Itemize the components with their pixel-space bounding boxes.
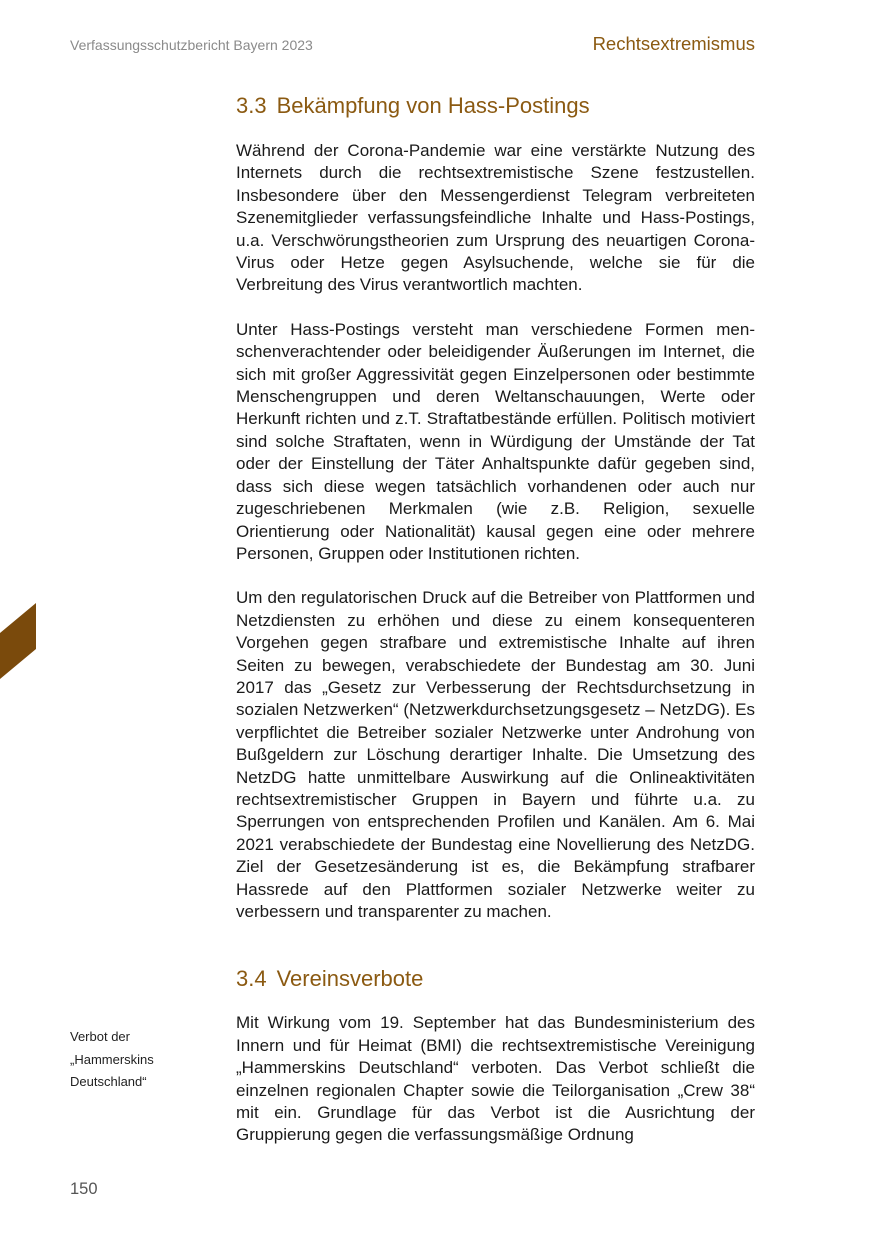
section-title: Bekämpfung von Hass-Postings [276,93,590,118]
margin-note-line: Verbot der [70,1029,130,1044]
section-number: 3.3 [236,93,267,118]
running-head-publication: Verfassungsschutzbericht Bayern 2023 [70,37,313,53]
section-number: 3.4 [236,966,267,992]
section-3-4-heading [236,966,755,992]
paragraph: Während der Corona-Pandemie war eine verstärkte Nutzung des Internets durch die rechtsextremistische Szene festzustellen. Insbesondere über den Messengerdienst Telegram verbreiteten Szenemitglieder verfassungsfeindliche Inhalte und Hass-Postings, u.a. Verschwörungstheorien zum Ursprung des neuartigen Corona-Virus oder Hetze gegen Asylsuchende, welche sie für die Verbreitung des Virus verantwortlich machten. [236,141,755,295]
margin-note-line: „Hammerskins [70,1051,154,1067]
paragraph: Um den regulatorischen Druck auf die Betreiber von Plattformen und Netzdiensten zu erhöhen und diese zu einem konsequenteren Vorgehen gegen strafbare und extremistische Inhalte auf ihren Seiten zu bewegen, verabschiedete der Bundestag am 30. Juni 2017 das „Gesetz zur Verbesserung der Rechtsdurchsetzung in sozialen Netzwerken“ (Netzwerkdurchsetzungsgesetz – NetzDG). Es verpflichtet die Betreiber sozialer Netzwerke unter Androhung von Bußgeldern zur Löschung derartiger Inhalte. Die Umsetzung des NetzDG hatte unmittelbare Auswirkung auf die Onlineaktivitäten rechtsextremistischer Gruppen in Bayern und führte u.a. zu Sperrungen von entsprechenden Profilen und Kanälen. Am 6. Mai 2021 verabschiedete der Bundestag eine Novellierung des NetzDG. Ziel der Gesetzesänderung ist es, die Bekämpfung strafbarer Hassrede auf den Plattformen sozialer Netzwerke weiter zu verbessern und transparenter zu machen. [236,588,755,921]
main-column [236,93,755,1147]
section-title: Vereinsverbote [276,966,424,992]
chapter-tab-marker [0,603,36,679]
paragraph: Mit Wirkung vom 19. September hat das Bundesministerium des Innern und für Heimat (BMI) die rechtsextremistische Vereinigung „Hammerskins Deutschland“ verboten. Das Verbot schließt die einzelnen regionalen Chapter sowie die Teilorganisation „Crew 38“ mit ein. Grundlage für das Verbot ist die Ausrichtung der Gruppierung gegen die verfassungsmäßige Ordnung [236,1013,755,1145]
page-number: 150 [70,1180,98,1198]
running-head-chapter: Rechtsextremismus [592,33,755,54]
chapter-tab-shape [0,603,36,679]
margin-note-line: Deutschland“ [70,1074,147,1089]
paragraph: Unter Hass-Postings versteht man verschiedene Formen menschenverachtender oder beleidigender Äußerungen im Internet, die sich mit großer Aggressivität gegen Einzelpersonen oder bestimmte Menschengruppen und deren Weltanschauungen, Werte oder Herkunft richten und z.T. Straftatbestände erfüllen. Politisch motiviert sind solche Straftaten, wenn in Würdigung der Umstände der Tat oder der Einstellung der Täter Anhaltspunkte dafür gegeben sind, dass sich diese wegen tatsächlich vorhandenen oder auch nur zugeschriebenen Merkmalen (wie z.B. Religion, sexuelle Orientierung oder Nationalität) kausal gegen eine oder mehrere Personen, Gruppen oder Institutionen richten. [236,319,755,563]
section-3-3-heading [236,93,755,119]
margin-note [70,1026,210,1094]
